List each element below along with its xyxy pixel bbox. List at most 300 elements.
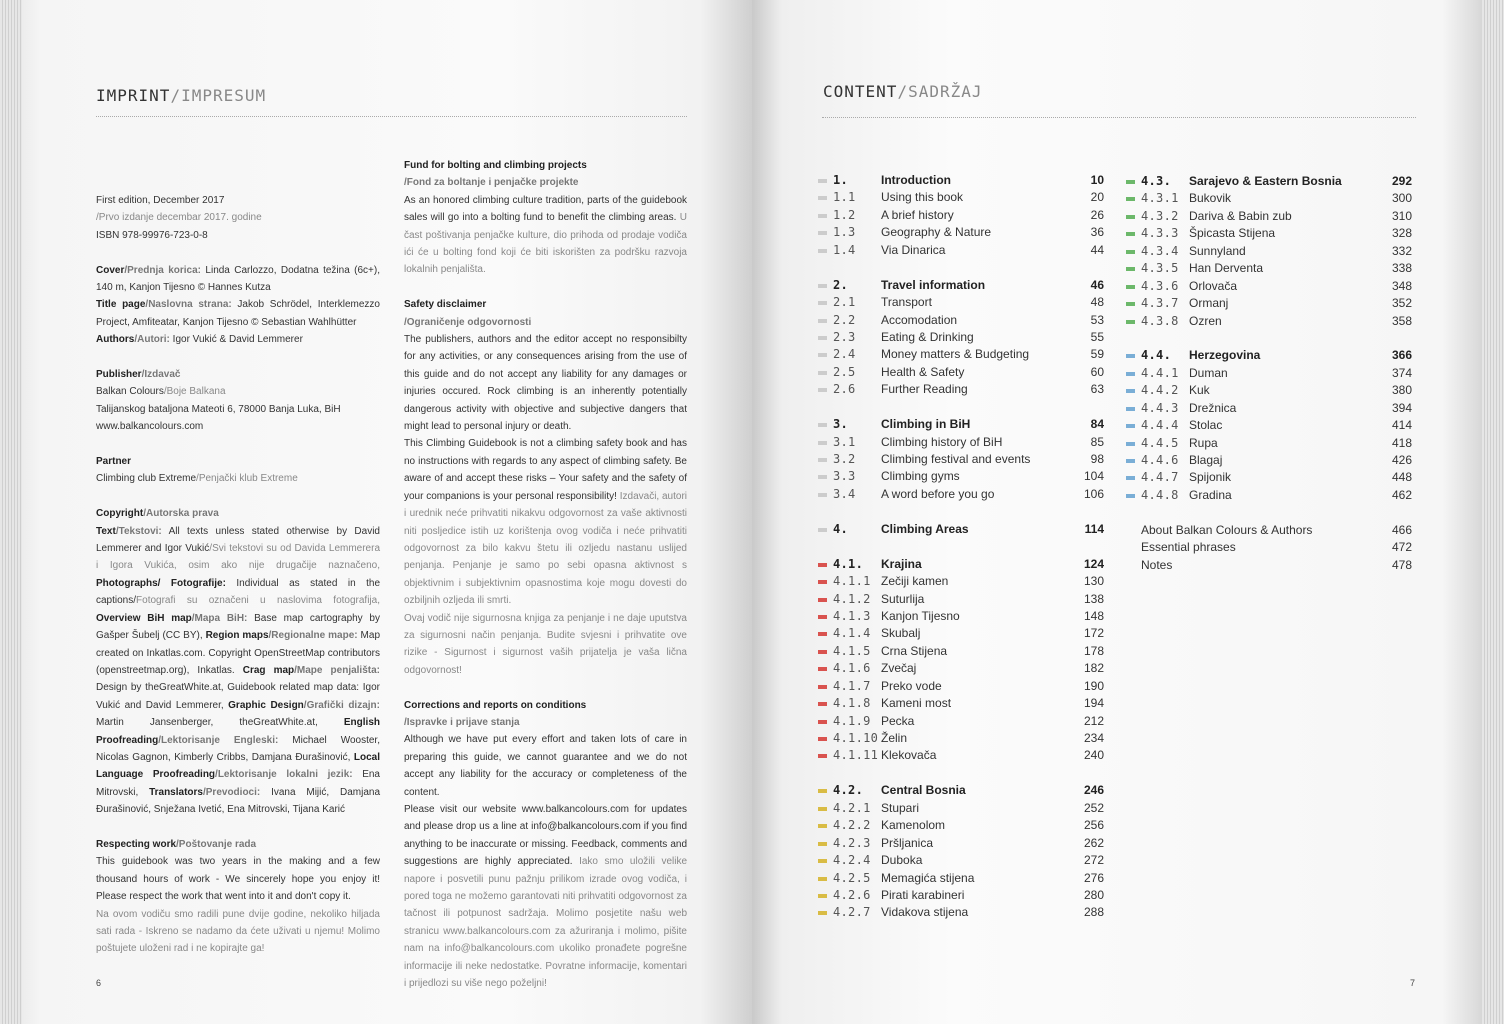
toc-number: 1.1 [833,190,856,205]
toc-number: 1.2 [833,207,856,222]
toc-title: Central Bosnia [881,783,966,798]
toc-page: 466 [1391,522,1412,537]
toc-title: Notes [1141,557,1173,572]
toc-page: 256 [1083,818,1104,833]
toc-page: 46 [1090,277,1104,292]
toc-page: 138 [1083,591,1104,606]
toc-number: 4.3.1 [1141,191,1179,206]
toc-title: Crna Stijena [881,643,948,658]
section-color-marker [818,493,827,497]
toc-number: 4.1.6 [833,661,871,676]
toc-title: Rupa [1189,435,1218,450]
section-color-marker [1126,232,1135,236]
safety-heading-local: /Ograničenje odgovornosti [404,316,532,328]
toc-page: 59 [1090,347,1104,362]
toc-number: 4.3.7 [1141,296,1179,311]
toc-entry[interactable] [818,556,1104,573]
toc-title: Climbing festival and events [881,452,1031,466]
toc-page: 190 [1083,678,1104,693]
toc-number: 4.3.5 [1141,261,1179,276]
section-color-marker [818,336,827,340]
toc-number: 4.4.5 [1141,435,1179,450]
toc-number: 4.3.3 [1141,226,1179,241]
toc-number: 4.2.4 [833,853,871,868]
toc-page: 182 [1083,661,1104,676]
toc-title: Ozren [1189,313,1222,328]
toc-entry[interactable] [818,294,1104,311]
toc-page: 194 [1083,696,1104,711]
toc-entry[interactable] [818,835,1104,852]
toc-page: 124 [1083,556,1104,571]
toc-title: Duman [1189,365,1228,380]
copyright-heading: Copyright/Autorska prava [96,508,219,520]
toc-page: 53 [1090,312,1104,327]
toc-entry[interactable] [1126,417,1412,434]
toc-page: 374 [1391,365,1412,380]
section-color-marker [818,441,827,445]
toc-title: Drežnica [1189,400,1237,415]
toc-title: Orlovača [1189,278,1238,293]
toc-number: 2.1 [833,295,856,310]
toc-entry[interactable] [818,451,1104,468]
section-color-marker [818,650,827,654]
section-color-marker [1126,267,1135,271]
toc-page: 478 [1391,557,1412,572]
corrections-heading: Corrections and reports on conditions [404,699,587,711]
toc-page: 36 [1090,225,1104,240]
toc-page: 276 [1083,870,1104,885]
toc-entry[interactable] [1126,313,1412,330]
toc-number: 2.6 [833,382,856,397]
toc-entry[interactable] [818,207,1104,224]
section-color-marker [1126,354,1135,358]
toc-entry[interactable] [1126,208,1412,225]
toc-page: 172 [1083,626,1104,641]
toc-entry[interactable] [818,713,1104,730]
toc-page: 84 [1090,417,1104,432]
toc-entry[interactable] [818,277,1104,294]
section-color-marker [818,789,827,793]
imprint-column-1 [96,192,380,958]
toc-entry[interactable] [818,678,1104,695]
toc-number: 4.4.3 [1141,400,1179,415]
toc-number: 4.4. [1141,348,1172,363]
toc-entry[interactable] [1126,260,1412,277]
toc-title: Ormanj [1189,296,1229,311]
section-color-marker [1126,476,1135,480]
section-color-marker [818,615,827,619]
toc-entry[interactable] [1126,469,1412,486]
toc-number: 4.4.4 [1141,418,1179,433]
section-color-marker [1126,459,1135,463]
toc-spacer [818,259,1104,276]
toc-title: Climbing gyms [881,469,960,484]
section-color-marker [1126,407,1135,411]
toc-title: Via Dinarica [881,242,946,257]
corrections-text-2: Please visit our website www.balkancolours.com for updates and please drop us a line at info@balkancolours.com if you find anything to be inaccurate or missing. Feedback, comments and suggestions are highly appreciated. Iako smo uložili velike napore i posvetili punu pažnju prilikom izrade ovog vodiča, i pored toga ne možemo garantovati niti prihvatiti odgovornost za tačnost ili potpunost sadržaja. Molimo posjetite našu web stranicu www.balkancolours.com za ažuriranja i molimo, pišite nam na info@balkancolours.com ukoliko pronađete pogrešne informacije ili neke nedostatke. Povratne informacije, komentari i prijedlozi su više nego poželjni! [404,804,688,990]
toc-entry[interactable] [818,747,1104,764]
toc-title: Sarajevo & Eastern Bosnia [1189,174,1342,188]
section-color-marker [818,563,827,567]
section-color-marker [818,580,827,584]
toc-entry[interactable] [818,695,1104,712]
toc-number: 4.1.2 [833,591,871,606]
toc-entry[interactable] [818,660,1104,677]
fund-heading-local: /Fond za boltanje i penjačke projekte [404,177,579,189]
toc-page: 462 [1391,487,1412,502]
toc-page: 394 [1391,400,1412,415]
toc-page: 148 [1083,608,1104,623]
toc-entry[interactable] [1126,295,1412,312]
toc-title: Stupari [881,800,920,815]
toc-entry[interactable] [818,189,1104,206]
section-color-marker [818,528,827,532]
toc-entry[interactable] [1126,435,1412,452]
section-color-marker [1126,250,1135,254]
toc-page: 418 [1391,435,1412,450]
toc-number: 4.4.7 [1141,470,1179,485]
toc-entry[interactable] [1126,382,1412,399]
section-color-marker [818,179,827,183]
copyright-text: Text/Tekstovi: All texts unless stated otherwise by David Lemmerer and Igor Vukić/Svi tekstovi su od Davida Lemmerera i Igora Vukića, osim ako nije drugačije naznačeno, Photographs/ Fotografije: Individual as stated in the captions/Fotografi su označeni u naslovima fotografija, Overview BiH map/Mapa BiH: Base map cartography by Gašper Šubelj (CC BY), Region maps/Regionalne mape: Map created on Inkatlas.com. Copyright OpenStreetMap contributors (openstreetmap.org), Inkatlas. Crag map/Mape penjališta: Design by theGreatWhite.at, Guidebook related map data: Igor Vukić and David Lemmerer, Graphic Design/Grafički dizajn: Martin Jansenberger, theGreatWhite.at, English Proofreading/Lektorisanje Engleski: Michael Wooster, Nicolas Gagnon, Kimberly Cribbs, Damjana Đurašinović, Local Language Proofreading/Lektorisanje lokalni jezik: Ena Mitrovski, Translators/Prevodioci: Ivana Mijić, Damjana Đurašinović, Snježana Ivetić, Ena Mitrovski, Tijana Karić [96,525,381,816]
toc-page: 380 [1391,383,1412,398]
toc-entry[interactable] [818,468,1104,485]
section-color-marker [818,353,827,357]
toc-entry[interactable] [818,434,1104,451]
toc-page: 472 [1391,540,1412,555]
toc-entry[interactable] [818,887,1104,904]
toc-title: Duboka [881,853,923,868]
toc-title: Klekovača [881,748,937,763]
respecting-text: This guidebook was two years in the making and a few thousand hours of work - We sincerely hope you enjoy it! Please respect the work that went into it and don't copy it. [96,856,380,903]
toc-entry[interactable] [818,643,1104,660]
toc-entry[interactable] [1126,452,1412,469]
section-color-marker [818,737,827,741]
toc-page: 98 [1090,452,1104,466]
toc-title: Skubalj [881,626,921,641]
section-color-marker [818,842,827,846]
toc-number: 4.1.1 [833,574,871,589]
toc-title: About Balkan Colours & Authors [1141,522,1313,537]
toc-entry[interactable] [1126,225,1412,242]
toc-entry[interactable] [818,224,1104,241]
section-color-marker [1126,302,1135,306]
toc-entry[interactable] [818,573,1104,590]
toc-title: Memagića stijena [881,870,975,885]
toc-page: 130 [1083,574,1104,589]
section-color-marker [1126,389,1135,393]
toc-column-1 [818,172,1104,922]
toc-title: Pirati karabineri [881,887,965,902]
partner-name: Climbing club Extreme/Penjački klub Extreme [96,473,298,485]
section-color-marker [1126,424,1135,428]
toc-entry[interactable] [1126,278,1412,295]
section-color-marker [818,702,827,706]
toc-page: 300 [1391,191,1412,206]
toc-number: 3.4 [833,486,856,501]
toc-entry[interactable] [818,870,1104,887]
section-color-marker [1126,320,1135,324]
toc-number: 4.2.2 [833,818,871,833]
toc-entry[interactable] [818,364,1104,381]
toc-number: 1.3 [833,225,856,240]
toc-title: Climbing history of BiH [881,434,1003,449]
toc-title: Krajina [881,556,922,571]
toc-number: 2. [833,277,849,292]
toc-page: 234 [1083,731,1104,745]
toc-number: 2.3 [833,329,856,344]
toc-number: 4.3.6 [1141,278,1179,293]
respecting-text-local: Na ovom vodiču smo radili pune dvije godine, nekoliko hiljada sati rada - Iskreno se nadamo da ćete uživati u njemu! Molimo poštujete uloženi rad i ne kopirajte ga! [96,908,380,955]
toc-page: 48 [1090,295,1104,310]
toc-page: 10 [1090,173,1104,187]
toc-title: A word before you go [881,486,995,501]
section-color-marker [1126,285,1135,289]
toc-number: 1. [833,173,849,187]
toc-page: 104 [1083,469,1104,484]
toc-title: Pršljanica [881,835,934,850]
toc-number: 2.2 [833,312,856,327]
edition-line: First edition, December 2017 [96,195,225,206]
toc-page: 352 [1391,296,1412,311]
corrections-heading-local: /Ispravke i prijave stanja [404,716,520,728]
section-color-marker [818,388,827,392]
toc-entry[interactable] [818,416,1104,433]
section-color-marker [818,877,827,881]
imprint-title: IMPRINT/IMPRESUM [96,86,267,105]
toc-entry[interactable] [1126,487,1412,504]
toc-entry[interactable] [1126,190,1412,207]
toc-number: 2.4 [833,347,856,362]
toc-number: 1.4 [833,242,856,257]
section-color-marker [1126,372,1135,376]
toc-page: 55 [1090,329,1104,344]
toc-title: Money matters & Budgeting [881,347,1030,362]
toc-entry[interactable] [1126,173,1412,190]
toc-title: Sunnyland [1189,243,1246,258]
toc-title: Gradina [1189,487,1232,502]
toc-entry[interactable] [1126,365,1412,382]
toc-title: Health & Safety [881,364,965,379]
toc-entry[interactable] [818,730,1104,747]
edition-line-local: /Prvo izdanje decembar 2017. godine [96,212,262,224]
toc-number: 4.1.9 [833,713,871,728]
toc-page: 448 [1391,470,1412,485]
toc-entry[interactable] [818,904,1104,921]
section-color-marker [818,301,827,305]
toc-title: Stolac [1189,418,1223,433]
toc-page: 280 [1083,887,1104,902]
toc-page: 426 [1391,453,1412,467]
toc-column-2 [1126,173,1412,574]
page-number-left: 6 [96,978,102,988]
toc-page: 60 [1090,364,1104,379]
toc-page: 310 [1391,208,1412,223]
toc-page: 414 [1391,418,1412,433]
toc-spacer [818,503,1104,520]
toc-entry[interactable] [818,381,1104,398]
section-color-marker [818,196,827,200]
title-rule [96,116,687,117]
content-title: CONTENT/SADRŽAJ [823,82,983,101]
toc-number: 4.3.4 [1141,243,1179,258]
toc-page: 63 [1090,382,1104,397]
section-color-marker [818,458,827,462]
toc-number: 4.1. [833,556,864,571]
toc-number: 4.2.7 [833,905,871,920]
toc-title: Spijonik [1189,470,1232,485]
toc-number: 4.4.1 [1141,365,1179,380]
toc-number: 4.1.8 [833,696,871,711]
toc-title: Kamenolom [881,818,946,833]
section-color-marker [818,371,827,375]
toc-page: 20 [1090,190,1104,205]
toc-entry[interactable] [818,800,1104,817]
toc-entry[interactable] [818,329,1104,346]
toc-entry[interactable] [818,625,1104,642]
toc-number: 4.2.6 [833,887,871,902]
toc-number: 4. [833,521,849,536]
toc-number: 4.1.10 [833,731,879,745]
toc-entry[interactable] [818,591,1104,608]
section-color-marker [1126,180,1135,184]
toc-entry[interactable] [818,521,1104,538]
toc-entry[interactable] [818,608,1104,625]
section-color-marker [818,667,827,671]
toc-page: 328 [1391,226,1412,241]
toc-number: 4.1.5 [833,643,871,658]
section-color-marker [818,911,827,915]
page-edges [0,0,22,1024]
toc-title: Essential phrases [1141,540,1236,555]
section-color-marker [1126,197,1135,201]
isbn: ISBN 978-99976-723-0-8 [96,229,208,241]
toc-title: Travel information [881,277,986,292]
toc-page: 358 [1391,313,1412,328]
safety-text-1: The publishers, authors and the editor accept no responsibilty for any activities, or any consequences arising from the use of this guide and do not accept any liability for any damages or injuries occured. Rock climbing is an inherently potentially dangerous activity with objective and subjective dangers that might lead to personal injury or death. [404,334,687,433]
toc-title: Preko vode [881,678,942,693]
toc-entry[interactable] [818,852,1104,869]
toc-number: 2.5 [833,364,856,379]
cover-credit: Cover/Prednja korica: Linda Carlozzo, Dodatna težina (6c+), 140 m, Kanjon Tijesno © Hannes Kutza [96,264,381,294]
section-color-marker [818,214,827,218]
toc-entry[interactable] [818,486,1104,503]
toc-entry[interactable] [818,312,1104,329]
toc-number: 4.2.5 [833,870,871,885]
toc-entry[interactable] [1126,400,1412,417]
section-color-marker [818,598,827,602]
toc-page: 106 [1083,486,1104,501]
toc-number: 4.2.1 [833,800,871,815]
toc-number: 4.1.3 [833,608,871,623]
toc-spacer [1126,330,1412,347]
toc-title: Eating & Drinking [881,329,974,344]
toc-number: 4.2.3 [833,835,871,850]
safety-text-2: This Climbing Guidebook is not a climbing safety book and has no instructions with regards to any aspect of climbing safety. Be aware of and accept these risks – Your safety and the safety of your companions is your personal responsibility! Izdavači, autori i urednik neće prihvatiti nikakvu odgovornost za vaše aktivnosti niti posljedice istih uz korištenja ovog vodiča i neće prihvatiti odgovornost za bilo kakvu štetu ili ozljedu nastanu uslijed penjanja. Penjanje je samo po sebi opasna aktivnost s objektivnim i subjektivnim opasnostima koje mogu dovesti do ozbiljnih ozljeda ili smrti. [404,438,687,607]
section-color-marker [818,754,827,758]
toc-page: 292 [1391,174,1412,188]
toc-entry[interactable] [818,817,1104,834]
safety-heading: Safety disclaimer [404,299,487,311]
section-color-marker [818,632,827,636]
partner-heading: Partner [96,456,132,468]
toc-page: 212 [1083,713,1104,728]
toc-page: 252 [1083,800,1104,815]
toc-page: 114 [1084,521,1104,536]
toc-entry[interactable] [1126,539,1412,556]
toc-number: 4.4.6 [1141,453,1179,467]
toc-number: 3. [833,417,849,432]
toc-title: Dariva & Babin zub [1189,208,1292,223]
toc-title: Kameni most [881,696,952,711]
section-color-marker [818,807,827,811]
toc-page: 178 [1083,643,1104,658]
toc-entry[interactable] [1126,347,1412,364]
toc-spacer [818,538,1104,555]
toc-page: 332 [1391,243,1412,258]
toc-page: 288 [1083,905,1104,920]
toc-entry[interactable] [818,782,1104,799]
toc-number: 4.4.8 [1141,487,1179,502]
toc-entry[interactable] [818,172,1104,189]
section-color-marker [818,685,827,689]
toc-entry[interactable] [1126,243,1412,260]
section-color-marker [818,249,827,253]
toc-title: Pecka [881,713,915,728]
toc-title: Climbing in BiH [881,417,971,432]
toc-title: Using this book [881,190,964,205]
section-color-marker [1126,442,1135,446]
toc-spacer [818,765,1104,782]
toc-title: Climbing Areas [881,521,969,536]
toc-number: 3.2 [833,452,856,466]
section-color-marker [818,859,827,863]
toc-entry[interactable] [818,346,1104,363]
section-color-marker [1126,215,1135,219]
toc-entry[interactable] [1126,557,1412,574]
toc-title: Han Derventa [1189,261,1264,276]
toc-title: Želin [881,731,908,745]
toc-entry[interactable] [1126,522,1412,539]
toc-number: 4.1.7 [833,678,871,693]
toc-number: 4.2. [833,783,864,798]
corrections-text-1: Although we have put every effort and taken lots of care in preparing this guide, we cannot guarantee and we do not accept any liability for the accuracy or completeness of the content. [404,734,687,798]
toc-number: 4.3.8 [1141,313,1179,328]
toc-entry[interactable] [818,242,1104,259]
toc-page: 240 [1083,748,1104,763]
toc-number: 4.1.11 [833,748,879,763]
toc-page: 272 [1083,853,1104,868]
toc-page: 26 [1090,207,1104,222]
toc-page: 246 [1083,783,1104,798]
toc-title: Accomodation [881,312,958,327]
section-color-marker [818,720,827,724]
toc-title: Kanjon Tijesno [881,608,960,623]
toc-title: Transport [881,295,932,310]
section-color-marker [1126,494,1135,498]
fund-text: As an honored climbing culture tradition, parts of the guidebook sales will go into a bolting fund to benefit the climbing areas. U čast poštivanja penjačke kulture, dio prihoda od prodaje vodiča ići će u bolting fond koji će biti iskorišten za podršku razvoja lokalnih penjališta. [404,194,687,276]
toc-title: Suturlija [881,591,925,606]
toc-title: Introduction [881,173,951,187]
publisher-heading: Publisher/Izdavač [96,369,181,381]
toc-title: Zvečaj [881,661,917,676]
title-rule [822,117,1416,118]
section-color-marker [818,894,827,898]
imprint-column-2 [404,157,687,992]
section-color-marker [818,231,827,235]
toc-number: 3.1 [833,434,856,449]
toc-number: 4.3.2 [1141,208,1179,223]
